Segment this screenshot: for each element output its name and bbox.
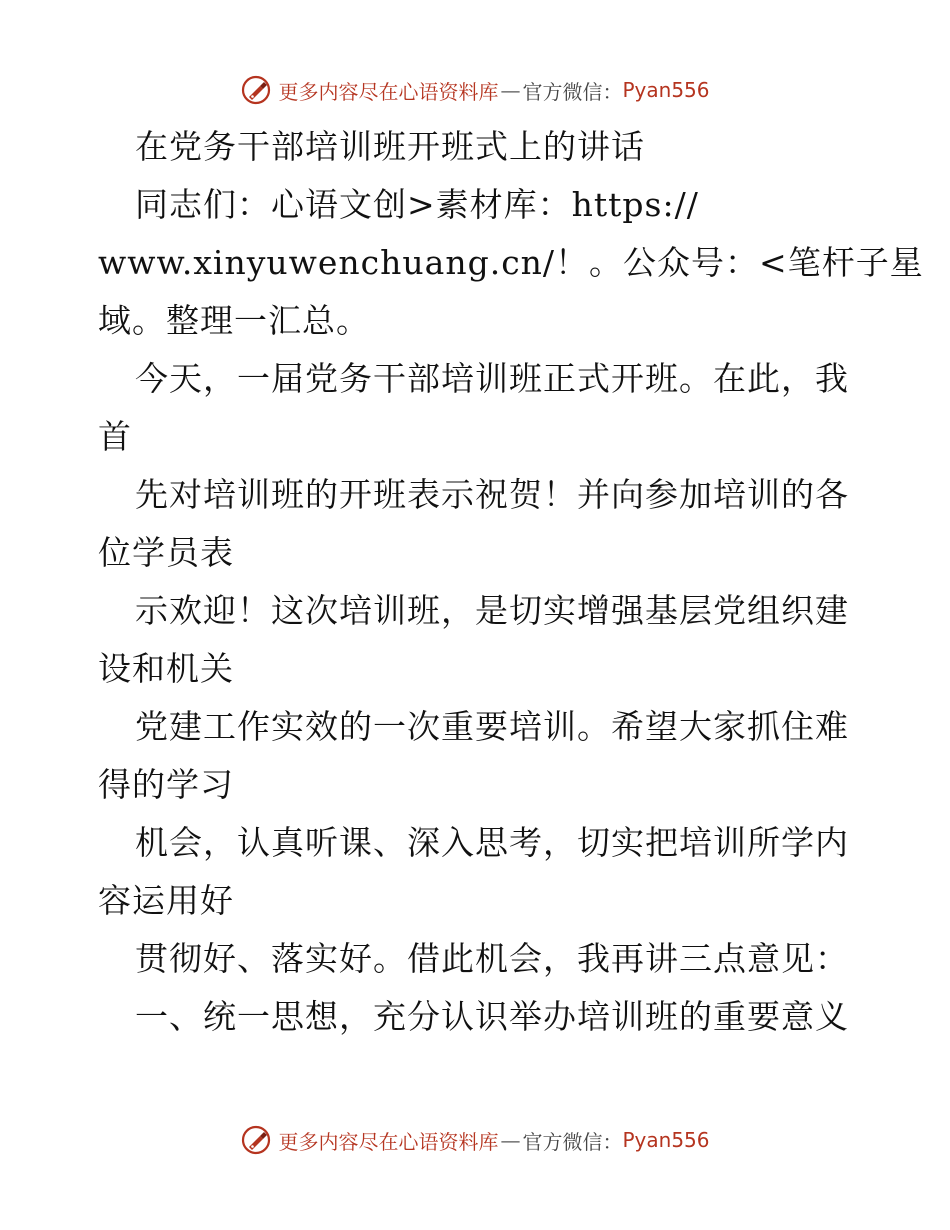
document-body (98, 118, 924, 1046)
fountain-pen-logo-icon (240, 74, 272, 106)
watermark-wechat-label: 官方微信： (522, 79, 623, 104)
text-line: 贯彻好、落实好。借此机会，我再讲三点意见： (135, 939, 849, 978)
text-line: 同志们：心语文创>素材库：https:// (135, 185, 699, 224)
section-heading: 一、统一思想，充分认识举办培训班的重要意义 (135, 997, 849, 1036)
document-title: 在党务干部培训班开班式上的讲话 (135, 127, 645, 166)
text-line: 先对培训班的开班表示祝贺！并向参加培训的各 (135, 475, 849, 514)
watermark-wechat-id: Pyan556 (622, 78, 710, 102)
watermark-separator: — (500, 78, 521, 102)
text-line: 得的学习 (98, 765, 234, 804)
text-line: 示欢迎！这次培训班，是切实增强基层党组织建 (135, 591, 849, 630)
text-line: 首 (98, 417, 132, 456)
footer-watermark (0, 1120, 950, 1160)
text-line: 党建工作实效的一次重要培训。希望大家抓住难 (135, 707, 849, 746)
watermark-separator: — (500, 1128, 521, 1152)
text-line: 域。整理一汇总。 (98, 301, 370, 340)
text-line: 容运用好 (98, 881, 234, 920)
watermark-site-text: 更多内容尽在心语资料库 (278, 1129, 499, 1154)
header-watermark (0, 70, 950, 110)
text-line: 设和机关 (98, 649, 234, 688)
text-line: 位学员表 (98, 533, 234, 572)
watermark-site-text: 更多内容尽在心语资料库 (278, 79, 499, 104)
watermark-wechat-label: 官方微信： (522, 1129, 623, 1154)
watermark-wechat-id: Pyan556 (622, 1128, 710, 1152)
text-line: 机会，认真听课、深入思考，切实把培训所学内 (135, 823, 849, 862)
text-line: 今天，一届党务干部培训班正式开班。在此，我 (135, 359, 849, 398)
fountain-pen-logo-icon (240, 1124, 272, 1156)
text-line: www.xinyuwenchuang.cn/！。公众号：<笔杆子星 (98, 243, 924, 282)
